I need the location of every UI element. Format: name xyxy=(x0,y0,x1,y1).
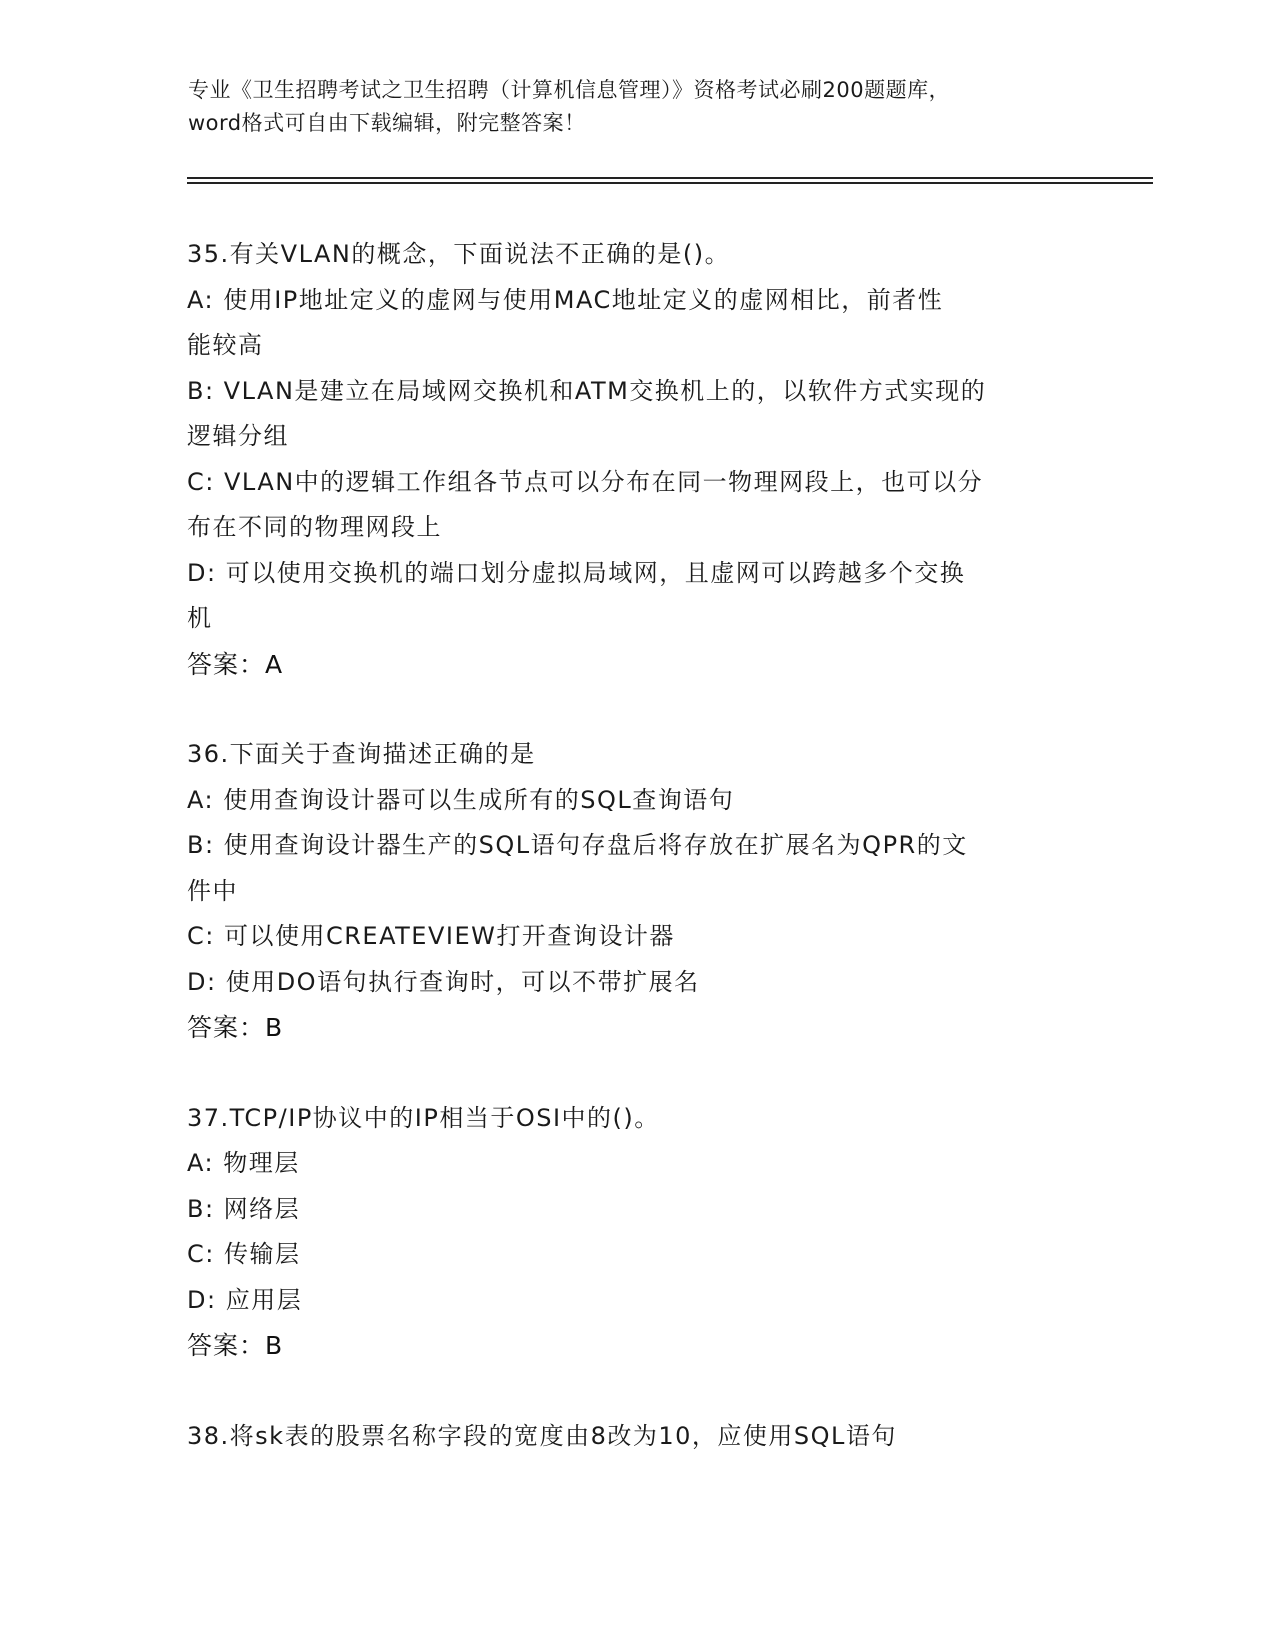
question-36-option-b: B: 使用查询设计器生产的SQL语句存盘后将存放在扩展名为QPR的文 xyxy=(187,831,968,859)
question-block-35 xyxy=(187,232,1087,687)
question-37-answer: 答案：B xyxy=(187,1331,284,1360)
question-spacer xyxy=(187,687,1087,732)
question-35-option-c-cont: 布在不同的物理网段上 xyxy=(187,513,442,541)
question-37-stem: 37.TCP/IP协议中的IP相当于OSI中的()。 xyxy=(187,1103,660,1132)
question-35-option-d-cont: 机 xyxy=(187,604,213,632)
question-36-option-a: A: 使用查询设计器可以生成所有的SQL查询语句 xyxy=(187,785,735,814)
question-spacer xyxy=(187,1051,1087,1096)
question-block-38 xyxy=(187,1414,1087,1460)
question-35-option-d: D: 可以使用交换机的端口划分虚拟局域网，且虚网可以跨越多个交换 xyxy=(187,558,966,587)
question-37-option-d: D: 应用层 xyxy=(187,1285,303,1314)
question-37-option-b: B: 网络层 xyxy=(187,1194,301,1223)
question-spacer xyxy=(187,1369,1087,1414)
question-36-option-b-cont: 件中 xyxy=(187,876,238,905)
question-35-option-a: A: 使用IP地址定义的虚网与使用MAC地址定义的虚网相比，前者性 xyxy=(187,285,944,314)
question-35-option-a-cont: 能较高 xyxy=(187,331,264,359)
header-divider-top xyxy=(187,177,1153,179)
question-37-option-c: C: 传输层 xyxy=(187,1240,301,1268)
question-36-option-c: C: 可以使用CREATEVIEW打开查询设计器 xyxy=(187,922,675,950)
question-35-stem: 35.有关VLAN的概念，下面说法不正确的是()。 xyxy=(187,240,731,268)
header-title-line-1: 专业《卫生招聘考试之卫生招聘（计算机信息管理）》资格考试必刷200题题库， xyxy=(188,78,951,102)
document-header xyxy=(188,74,1088,140)
question-38-stem: 38.将sk表的股票名称字段的宽度由8改为10，应使用SQL语句 xyxy=(187,1421,897,1450)
question-36-stem: 36.下面关于查询描述正确的是 xyxy=(187,740,536,768)
header-title-line-2: word格式可自由下载编辑，附完整答案！ xyxy=(188,111,586,135)
question-36-answer: 答案：B xyxy=(187,1013,284,1042)
question-36-option-d: D: 使用DO语句执行查询时，可以不带扩展名 xyxy=(187,967,700,996)
question-35-option-b-cont: 逻辑分组 xyxy=(187,422,289,450)
question-block-37 xyxy=(187,1096,1087,1369)
question-35-option-b: B: VLAN是建立在局域网交换机和ATM交换机上的，以软件方式实现的 xyxy=(187,376,987,405)
question-35-option-c: C: VLAN中的逻辑工作组各节点可以分布在同一物理网段上，也可以分 xyxy=(187,467,984,496)
question-37-option-a: A: 物理层 xyxy=(187,1149,300,1177)
question-block-36 xyxy=(187,732,1087,1051)
header-divider-bottom xyxy=(187,182,1153,184)
question-list xyxy=(187,232,1087,1459)
question-35-answer: 答案：A xyxy=(187,649,284,679)
